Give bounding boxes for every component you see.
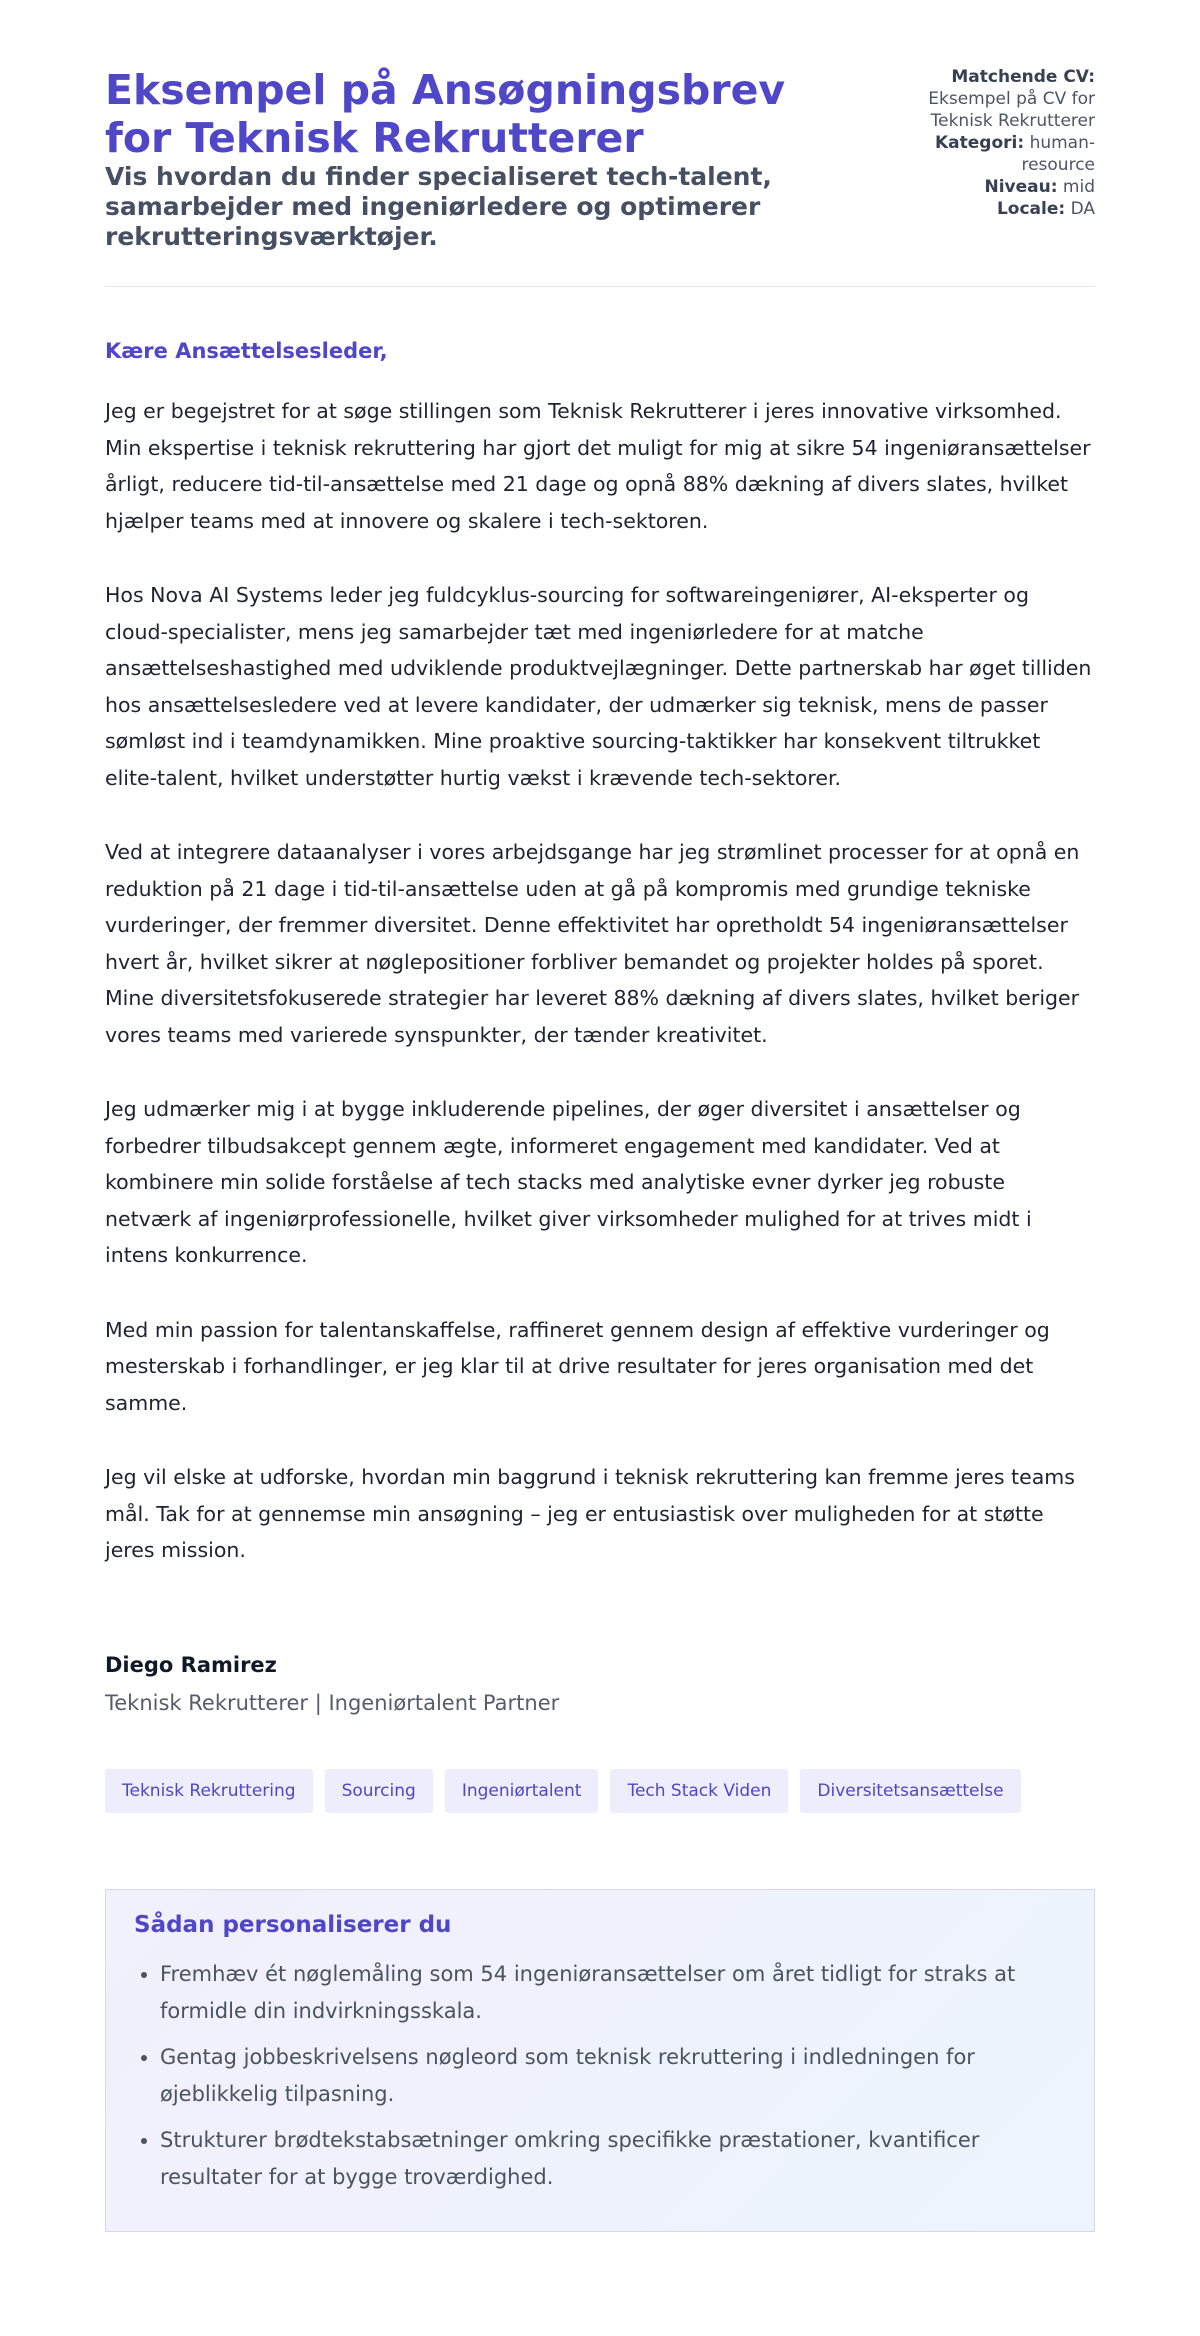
meta-cv-value[interactable]: Eksempel på CV for Teknisk Rekrutterer — [928, 89, 1095, 131]
meta-level — [895, 176, 1095, 198]
page-subtitle: Vis hvordan du finder specialiseret tech-talent, samarbejder med ingeniørledere og optimerer rekrutteringsværktøjer. — [105, 162, 772, 251]
letter-paragraph: Jeg udmærker mig i at bygge inkluderende pipelines, der øger diversitet i ansættelser og forbedrer tilbudsakcept gennem ægte, informeret engagement med kandidater. Ved at kombinere min solide forståelse af tech stacks med analytiske evner dyrker jeg robuste netværk af ingeniørprofessionelle, hvilket giver virksomheder mulighed for at trives midt i intens konkurrence. — [105, 1097, 1032, 1267]
personalization-tips-box — [105, 1889, 1095, 2232]
cover-letter-page — [105, 0, 1095, 2232]
tips-title: Sådan personaliserer du — [134, 1911, 452, 1938]
meta-level-value: mid — [1062, 177, 1095, 197]
tips-list — [134, 1956, 1066, 2196]
tip-item: • Gentag jobbeskrivelsens nøgleord som teknisk rekruttering i indledningen for øjeblikkelig tilpasning. — [160, 2039, 1066, 2113]
header-titles — [105, 66, 845, 252]
letter-paragraph: Med min passion for talentanskaffelse, raffineret gennem design af effektive vurderinger og mesterskab i forhandlinger, er jeg klar til at drive resultater for jeres organisation med det samme. — [105, 1317, 1050, 1415]
meta-panel — [895, 66, 1095, 220]
letter-paragraph: Jeg er begejstret for at søge stillingen som Teknisk Rekrutterer i jeres innovative virksomhed. Min ekspertise i teknisk rekruttering har gjort det muligt for mig at sikre 54 ingeniøransættelser årligt, reducere tid-til-ansættelse med 21 dage og opnå 88% dækning af divers slates, hvilket hjælper teams med at innovere og skalere i tech-sektoren. — [105, 399, 1091, 533]
letter-greeting: Kære Ansættelsesleder, — [105, 339, 388, 363]
meta-locale — [895, 198, 1095, 220]
meta-locale-value: DA — [1070, 199, 1095, 219]
meta-category-value: human-resource — [1021, 133, 1095, 175]
meta-cv — [895, 66, 1095, 132]
page-header — [105, 66, 1095, 287]
page-title: Eksempel på Ansøgningsbrev for Teknisk Rekrutterer — [105, 66, 786, 162]
letter-paragraph: Jeg vil elske at udforske, hvordan min baggrund i teknisk rekruttering kan fremme jeres teams mål. Tak for at gennemse min ansøgning – jeg er entusiastisk over muligheden for at støtte jeres mission. — [105, 1465, 1075, 1562]
meta-category — [895, 132, 1095, 176]
meta-level-label: Niveau: — [984, 177, 1058, 197]
tag-chip[interactable]: Ingeniørtalent — [445, 1769, 599, 1813]
tag-chip[interactable]: Tech Stack Viden — [610, 1769, 788, 1813]
tag-list — [105, 1769, 1095, 1813]
tip-item: • Strukturer brødtekstabsætninger omkring specifikke præstationer, kvantificer resultater for at bygge troværdighed. — [160, 2122, 1066, 2196]
meta-cv-label: Matchende CV: — [951, 67, 1095, 87]
meta-locale-label: Locale: — [996, 199, 1066, 219]
signature-title: Teknisk Rekrutterer | Ingeniørtalent Partner — [105, 1690, 560, 1715]
signature-name: Diego Ramirez — [105, 1652, 277, 1677]
tag-chip[interactable]: Diversitetsansættelse — [800, 1769, 1020, 1813]
meta-category-label: Kategori: — [934, 133, 1025, 153]
tag-chip[interactable]: Teknisk Rekruttering — [105, 1769, 313, 1813]
tag-chip[interactable]: Sourcing — [325, 1769, 433, 1813]
tip-item: • Fremhæv ét nøglemåling som 54 ingeniøransættelser om året tidligt for straks at formidle din indvirkningsskala. — [160, 1956, 1066, 2030]
letter-paragraph: Hos Nova AI Systems leder jeg fuldcyklus-sourcing for softwareingeniører, AI-eksperter og cloud-specialister, mens jeg samarbejder tæt med ingeniørledere for at matche ansættelseshastighed med udviklende produktvejlægninger. Dette partnerskab har øget tilliden hos ansættelsesledere ved at levere kandidater, der udmærker sig teknisk, mens de passer sømløst ind i teamdynamikken. Mine proaktive sourcing-taktikker har konsekvent tiltrukket elite-talent, hvilket understøtter hurtig vækst i krævende tech-sektorer. — [105, 583, 1092, 790]
letter-paragraph: Ved at integrere dataanalyser i vores arbejdsgange har jeg strømlinet processer for at opnå en reduktion på 21 dage i tid-til-ansættelse uden at gå på kompromis med grundige tekniske vurderinger, der fremmer diversitet. Denne effektivitet har opretholdt 54 ingeniøransættelser hvert år, hvilket sikrer at nøglepositioner forbliver bemandet og projekter holdes på sporet. Mine diversitetsfokuserede strategier har leveret 88% dækning af divers slates, hvilket beriger vores teams med varierede synspunkter, der tænder kreativitet. — [105, 840, 1080, 1047]
